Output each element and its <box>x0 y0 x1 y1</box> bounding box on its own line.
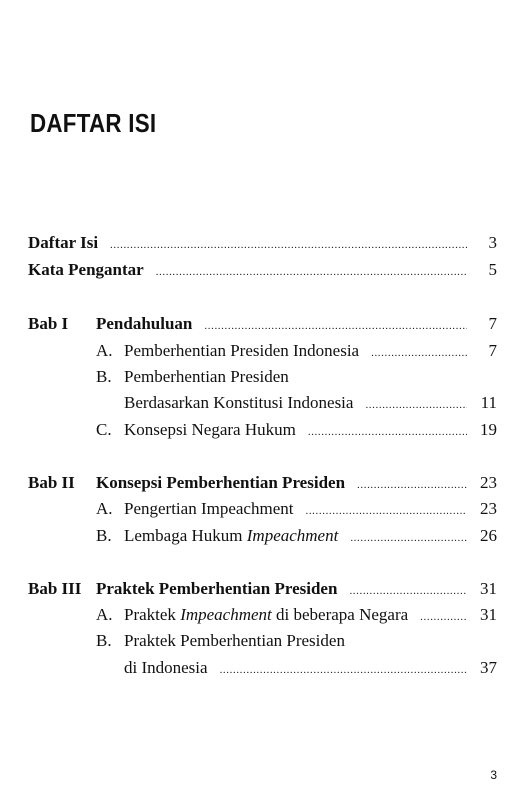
toc-entry-main <box>124 498 497 522</box>
toc-page-number: 23 <box>480 473 497 492</box>
section-title: Pengertian Impeachment <box>124 499 294 518</box>
section-letter: B. <box>96 367 112 386</box>
page-number: 3 <box>490 768 497 782</box>
section-title-italic: Impeachment <box>180 605 272 624</box>
toc-entry-main <box>96 472 497 496</box>
dot-leader <box>110 234 467 256</box>
toc-page-number: 7 <box>488 341 497 360</box>
toc-entry-main <box>124 340 497 364</box>
toc-entry-title: Kata Pengantar <box>28 260 144 279</box>
toc-section[interactable] <box>0 525 521 547</box>
dot-leader <box>349 580 467 602</box>
chapter-label: Bab II <box>28 473 75 492</box>
section-title-italic: Impeachment <box>246 526 339 545</box>
dot-leader <box>371 342 467 364</box>
toc-page-number: 3 <box>488 233 497 252</box>
section-title-text: di beberapa Negara <box>271 605 409 624</box>
dot-leader <box>305 500 467 522</box>
section-title <box>124 525 338 547</box>
toc-entry-main <box>96 313 497 337</box>
section-title-line-2: Berdasarkan Konstitusi Indonesia <box>124 393 354 412</box>
dot-leader <box>156 261 467 283</box>
toc-page-number: 31 <box>480 605 497 624</box>
section-letter: A. <box>96 341 113 360</box>
toc-section-continuation[interactable] <box>0 657 521 679</box>
toc-chapter-bab-1[interactable] <box>0 313 521 335</box>
toc-page-number: 5 <box>488 260 497 279</box>
chapter-title: Praktek Pemberhentian Presiden <box>96 579 338 598</box>
section-title-line-2: di Indonesia <box>124 658 208 677</box>
chapter-title: Konsepsi Pemberhentian Presiden <box>96 473 346 492</box>
dot-leader <box>365 394 467 416</box>
section-letter: B. <box>96 526 112 545</box>
toc-entry-main <box>28 232 497 256</box>
toc-page-number: 23 <box>480 499 497 518</box>
toc-entry-main <box>124 419 497 443</box>
dot-leader <box>420 606 467 628</box>
toc-entry-kata-pengantar[interactable] <box>0 259 521 281</box>
toc-page-number: 26 <box>480 526 497 545</box>
toc-entry-main <box>124 657 497 681</box>
toc-section[interactable] <box>0 604 521 626</box>
section-title: Pemberhentian Presiden Indonesia <box>124 341 360 360</box>
toc-chapter-bab-3[interactable] <box>0 578 521 600</box>
section-title <box>124 604 408 626</box>
toc-page-number: 31 <box>480 579 497 598</box>
toc-entry-main <box>124 604 497 628</box>
chapter-label: Bab III <box>28 579 82 598</box>
dot-leader <box>220 659 467 681</box>
toc-section[interactable] <box>0 366 521 388</box>
section-letter: A. <box>96 499 113 518</box>
chapter-title: Pendahuluan <box>96 314 193 333</box>
section-title-text: Lembaga Hukum <box>124 526 247 545</box>
toc-entry-daftar-isi[interactable] <box>0 232 521 254</box>
dot-leader <box>357 474 467 496</box>
toc-section[interactable] <box>0 340 521 362</box>
dot-leader <box>350 527 467 549</box>
toc-page-number: 37 <box>480 658 497 677</box>
dot-leader <box>308 421 467 443</box>
section-title: Konsepsi Negara Hukum <box>124 420 296 439</box>
toc-page-number: 11 <box>480 393 497 412</box>
toc-section[interactable] <box>0 498 521 520</box>
section-letter: C. <box>96 420 112 439</box>
section-letter: B. <box>96 631 112 650</box>
toc-entry-main <box>28 259 497 283</box>
page-heading: DAFTAR ISI <box>30 108 157 138</box>
toc-page-number: 19 <box>480 420 497 439</box>
toc-entry-main <box>96 578 497 602</box>
chapter-label: Bab I <box>28 314 69 333</box>
toc-page-number: 7 <box>488 314 497 333</box>
toc-entry-main <box>124 525 497 549</box>
toc-section[interactable] <box>0 630 521 652</box>
toc-entry-title: Daftar Isi <box>28 233 99 252</box>
toc-chapter-bab-2[interactable] <box>0 472 521 494</box>
dot-leader <box>204 315 467 337</box>
section-title-text: Praktek <box>124 605 181 624</box>
section-title-line-1: Praktek Pemberhentian Presiden <box>124 631 345 650</box>
section-letter: A. <box>96 605 113 624</box>
toc-section-continuation[interactable] <box>0 392 521 414</box>
toc-entry-main <box>124 392 497 416</box>
toc-section[interactable] <box>0 419 521 441</box>
section-title-line-1: Pemberhentian Presiden <box>124 367 289 386</box>
